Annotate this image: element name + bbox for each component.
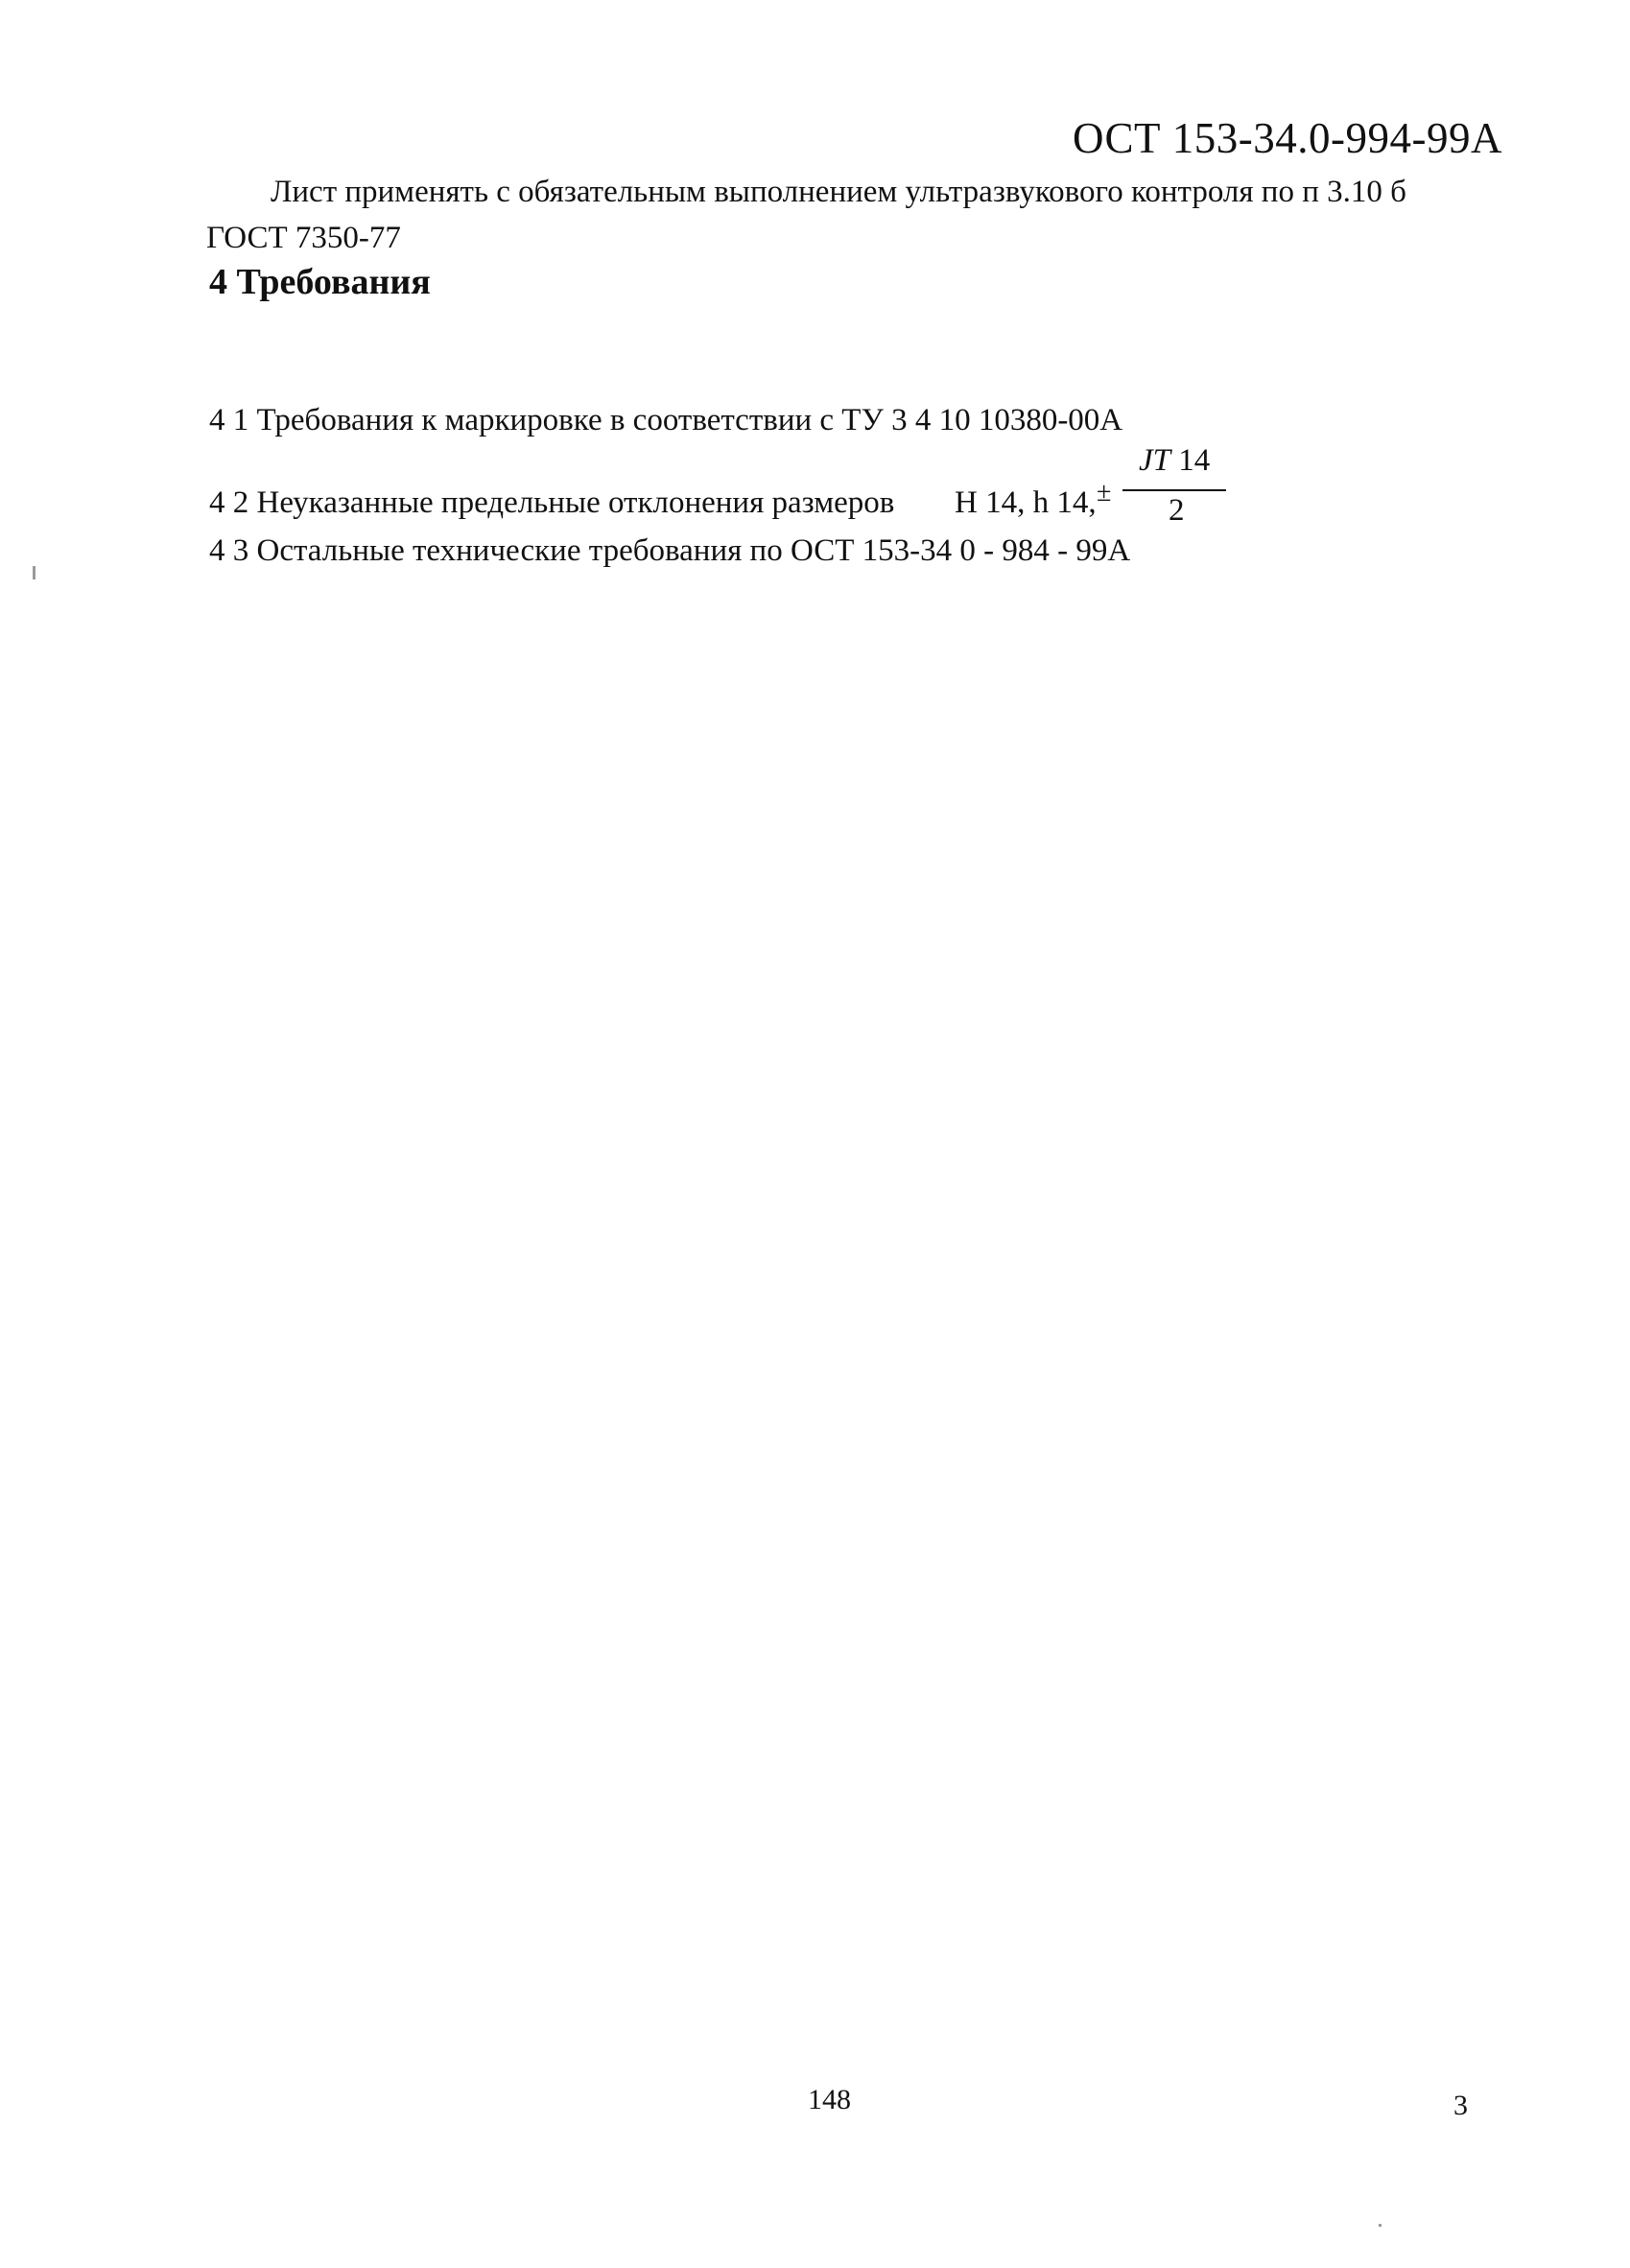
fraction-numerator (1139, 443, 1210, 479)
requirement-item-3: 4 3 Остальные технические требования по ОСТ 153-34 0 - 984 - 99А (209, 533, 1131, 568)
fraction-denominator: 2 (1169, 493, 1185, 528)
requirement-item-2: 4 2 Неуказанные предельные отклонения размеров (209, 485, 895, 520)
section-heading: 4 Требования (209, 262, 431, 302)
fraction-bar (1122, 489, 1226, 491)
fraction-numerator-value: 14 (1178, 443, 1211, 478)
intro-text-line-1: Лист применять с обязательным выполнением ультразвукового контроля по п 3.10 б (271, 175, 1406, 209)
requirement-item-1: 4 1 Требования к маркировке в соответствии с ТУ 3 4 10 10380-00А (209, 403, 1123, 437)
intro-text-line-2: ГОСТ 7350-77 (206, 221, 401, 255)
document-code: ОСТ 153-34.0-994-99А (1073, 114, 1503, 162)
sheet-number: 3 (1453, 2090, 1468, 2121)
tolerance-fields: H 14, h 14, (955, 485, 1097, 520)
page-number: 148 (808, 2084, 851, 2115)
scan-artifact (1379, 2224, 1382, 2227)
plus-minus-sign: ± (1097, 478, 1112, 508)
scan-artifact (33, 566, 35, 579)
fraction-numerator-symbol: JT (1139, 443, 1170, 478)
